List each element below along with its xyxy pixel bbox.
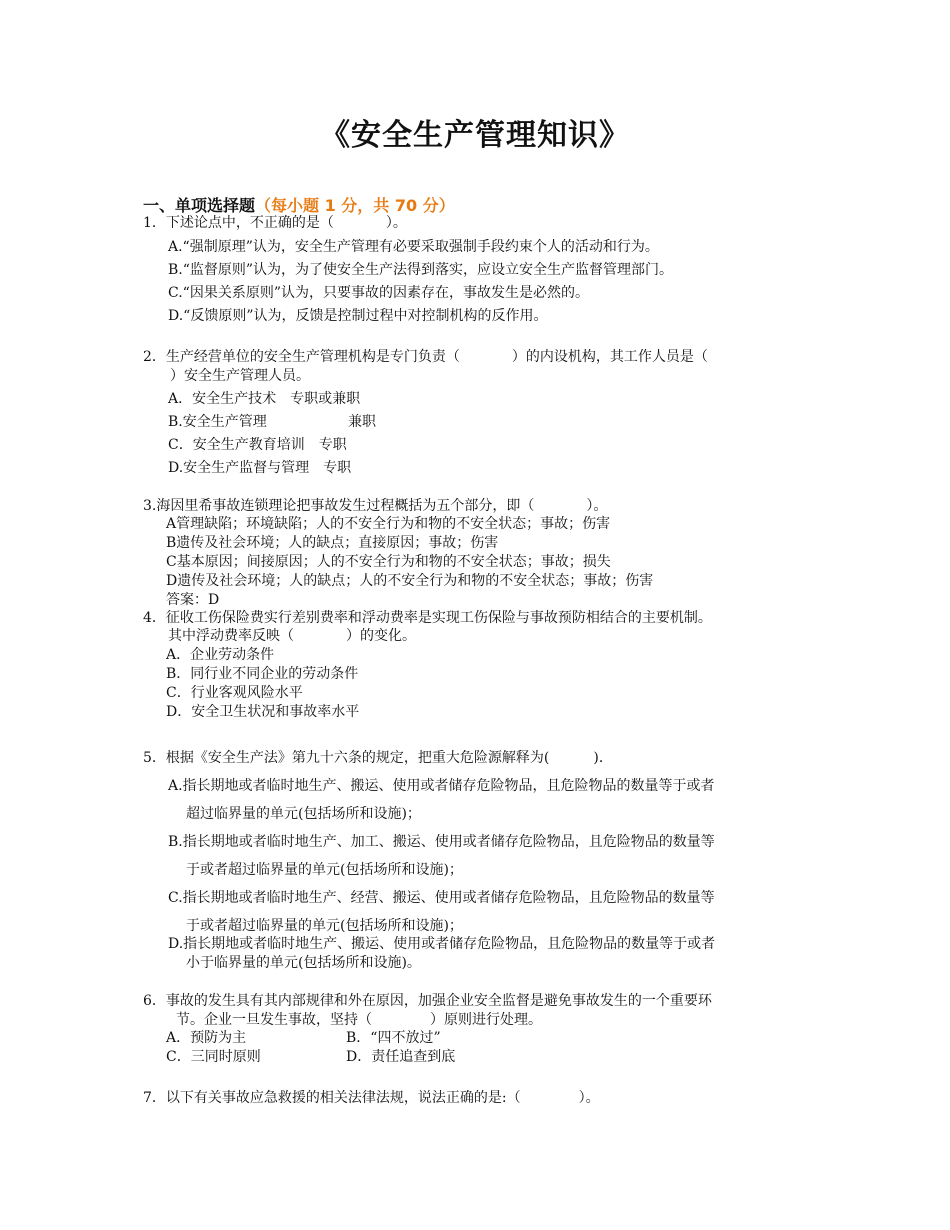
q2-option-b-left: B.安全生产管理 xyxy=(168,414,267,430)
q7-stem xyxy=(143,1089,600,1107)
q6-option-a: A．预防为主 xyxy=(166,1030,247,1046)
q6-option-d: D．责任追查到底 xyxy=(346,1049,456,1065)
q3-option-b: B遗传及社会环境；人的缺点；直接原因；事故；伤害 xyxy=(166,535,499,551)
q3-option-d: D遗传及社会环境；人的缺点；人的不安全行为和物的不安全状态；事故；伤害 xyxy=(166,573,654,589)
q3-stem xyxy=(143,497,607,515)
q3-answer: 答案：D xyxy=(166,592,220,608)
q1-option-d: D.“反馈原则”认为，反馈是控制过程中对控制机构的反作用。 xyxy=(168,308,548,324)
q2-stem-text-b: ）的内设机构，其工作人员是（ xyxy=(511,349,708,365)
q2-option-a: A．安全生产技术 专职或兼职 xyxy=(168,391,361,407)
q6-stem-line2 xyxy=(176,1011,542,1029)
q2-option-b xyxy=(168,413,376,431)
q1-option-c: C.“因果关系原则”认为，只要事故的因素存在，事故发生是必然的。 xyxy=(168,285,589,301)
q4-option-c: C．行业客观风险水平 xyxy=(166,685,303,701)
q5-option-b-line2: 于或者超过临界量的单元(包括场所和设施)； xyxy=(186,862,463,878)
q7-stem-text: 7．以下有关事故应急救援的相关法律法规，说法正确的是:（ xyxy=(143,1090,521,1106)
q5-option-a-line1: A.指长期地或者临时地生产、搬运、使用或者储存危险物品，且危险物品的数量等于或者 xyxy=(168,778,715,794)
q4-stem-end: ）的变化。 xyxy=(346,628,416,644)
q3-option-c: C基本原因；间接原因；人的不安全行为和物的不安全状态；事故；损失 xyxy=(166,554,611,570)
q5-stem-text: 5．根据《安全生产法》第九十六条的规定，把重大危险源解释为( xyxy=(143,750,550,766)
q4-option-d: D．安全卫生状况和事故率水平 xyxy=(166,704,360,720)
document-title: 《安全生产管理知识》 xyxy=(320,118,630,153)
section-scoring: 每小题 1 分，共 70 分 xyxy=(271,196,439,215)
q1-stem xyxy=(143,214,407,232)
q2-stem-text-a: 2．生产经营单位的安全生产管理机构是专门负责（ xyxy=(143,349,460,365)
q2-option-b-right: 兼职 xyxy=(348,414,376,430)
q6-option-b: B．“四不放过” xyxy=(346,1030,441,1046)
section-heading-text: 一、单项选择题 xyxy=(143,196,256,215)
q5-stem xyxy=(143,749,613,767)
q5-option-d-line1: D.指长期地或者临时地生产、搬运、使用或者储存危险物品，且危险物品的数量等于或者 xyxy=(168,936,716,952)
q2-option-c: C．安全生产教育培训 专职 xyxy=(168,437,347,453)
q4-option-a: A．企业劳动条件 xyxy=(166,647,275,663)
q6-stem-end: ）原则进行处理。 xyxy=(430,1012,542,1028)
q5-option-d-line2: 小于临界量的单元(包括场所和设施)。 xyxy=(186,955,421,971)
q3-stem-end: ）。 xyxy=(586,498,608,514)
q5-option-b-line1: B.指长期地或者临时地生产、加工、搬运、使用或者储存危险物品，且危险物品的数量等 xyxy=(168,834,715,850)
q5-option-a-line2: 超过临界量的单元(包括场所和设施)； xyxy=(186,806,421,822)
q6-stem-line1: 6．事故的发生具有其内部规律和外在原因，加强企业安全监督是避免事故发生的一个重要环 xyxy=(143,993,712,1009)
q1-option-b: B.“监督原则”认为，为了使安全生产法得到落实，应设立安全生产监督管理部门。 xyxy=(168,262,674,278)
q5-stem-end: )． xyxy=(593,750,613,766)
q4-stem-text: 其中浮动费率反映（ xyxy=(168,628,294,644)
q6-stem-text: 节。企业一旦发生事故，坚持（ xyxy=(176,1012,372,1028)
q1-option-a: A.“强制原理”认为，安全生产管理有必要采取强制手段约束个人的活动和行为。 xyxy=(168,239,659,255)
q5-option-c-line1: C.指长期地或者临时地生产、经营、搬运、使用或者储存危险物品，且危险物品的数量等 xyxy=(168,890,715,906)
q1-stem-text: 1．下述论点中，不正确的是（ xyxy=(143,215,334,231)
q4-option-b: B．同行业不同企业的劳动条件 xyxy=(166,666,359,682)
q3-option-a: A管理缺陷；环境缺陷；人的不安全行为和物的不安全状态；事故；伤害 xyxy=(166,516,611,532)
q5-option-c-line2: 于或者超过临界量的单元(包括场所和设施)； xyxy=(186,918,463,934)
q2-option-d: D.安全生产监督与管理 专职 xyxy=(168,460,352,476)
q4-stem-line2 xyxy=(168,627,416,645)
q7-stem-end: ）。 xyxy=(578,1090,600,1106)
q2-stem-line1 xyxy=(143,348,708,366)
q4-stem-line1: 4．征收工伤保险费实行差别费率和浮动费率是实现工伤保险与事故预防相结合的主要机制。 xyxy=(143,610,712,626)
section-paren-close: ） xyxy=(438,196,455,215)
section-paren-open: （ xyxy=(255,196,272,215)
q3-stem-text: 3.海因里希事故连锁理论把事故发生过程概括为五个部分，即（ xyxy=(143,498,535,514)
section-heading xyxy=(143,193,455,216)
q1-stem-end: ）。 xyxy=(385,215,407,231)
q6-option-c: C．三同时原则 xyxy=(166,1049,261,1065)
q2-stem-line2: ）安全生产管理人员。 xyxy=(170,368,310,384)
